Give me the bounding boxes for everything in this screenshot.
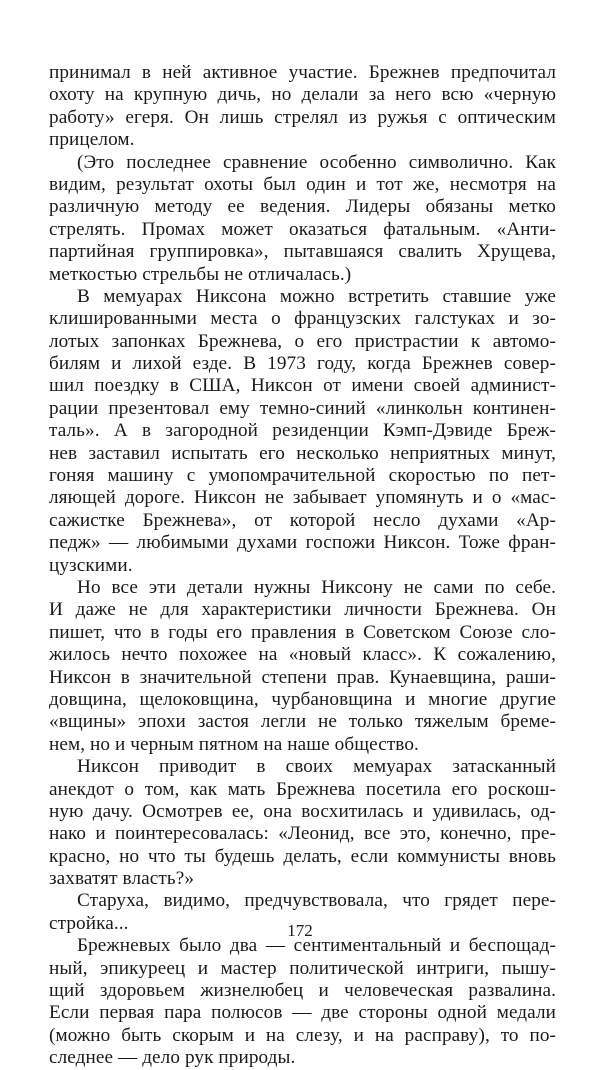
text-line: Если первая пара полюсов — две стороны одной медали <box>49 1002 556 1024</box>
text-line: работу» егеря. Он лишь стрелял из ружья с оптическим <box>49 106 556 128</box>
text-line: гоняя машину с умопомрачительной скоростью по пет- <box>49 465 556 487</box>
text-line: таль». А в загородной резиденции Кэмп-Дэвиде Бреж- <box>49 420 556 442</box>
text-line: анекдот о том, как мать Брежнева посетила его роскош- <box>49 778 556 800</box>
text-line: стройка... <box>49 912 129 934</box>
paragraph <box>49 286 556 577</box>
text-line: билям и лихой езде. В 1973 году, когда Брежнев совер- <box>49 353 556 375</box>
text-line: педж» — любимыми духами госпожи Никсон. Тоже фран- <box>49 532 556 554</box>
text-line: принимал в ней активное участие. Брежнев предпочитал <box>49 62 556 83</box>
paragraph <box>49 152 556 286</box>
text-line: цузскими. <box>49 554 133 576</box>
page-body <box>49 62 556 1070</box>
text-line: жилось нечто похожее на «новый класс». К сожалению, <box>49 644 556 666</box>
text-line: партийная группировка», пытавшаяся свалить Хрущева, <box>49 241 556 263</box>
text-line: различную методу ее ведения. Лидеры обязаны метко <box>49 196 556 218</box>
text-line: Старуха, видимо, предчувствовала, что грядет пере- <box>77 890 556 912</box>
paragraph <box>49 577 556 756</box>
text-line: меткостью стрельбы не отличалась.) <box>49 263 352 285</box>
text-line: «вщины» эпохи застоя легли не только тяжелым бреме- <box>49 711 556 733</box>
text-line: Но все эти детали нужны Никсону не сами по себе. <box>77 576 556 598</box>
text-line: довщина, щелоковщина, чурбановщина и многие другие <box>49 688 556 710</box>
text-line: рации презентовал ему темно-синий «линкольн континен- <box>49 397 556 419</box>
text-line: (можно быть скорым и на слезу, и на расправу), то по- <box>49 1024 556 1046</box>
text-line: следнее — дело рук природы. <box>49 1047 296 1069</box>
text-line: Брежневых было два — сентиментальный и беспощад- <box>77 935 556 957</box>
text-line: лотых запонках Брежнева, о его пристрастии к автомо- <box>49 330 556 352</box>
text-line: охоту на крупную дичь, но делали за него всю «черную <box>49 84 556 106</box>
text-line: видим, результат охоты был один и тот же, несмотря на <box>49 173 556 195</box>
text-line: нако и поинтересовалась: «Леонид, все это, конечно, пре- <box>49 823 556 845</box>
text-line: Никсон приводит в своих мемуарах затасканный <box>77 756 556 778</box>
text-line: ную дачу. Осмотрев ее, она восхитилась и удивилась, од- <box>49 800 556 822</box>
text-line: Никсон в значительной степени прав. Кунаевщина, раши- <box>49 666 556 688</box>
paragraph <box>49 62 556 152</box>
page-number: 172 <box>287 921 313 940</box>
text-line: красно, но что ты будешь делать, если коммунисты вновь <box>49 845 556 867</box>
text-line: клишированными места о французских галстуках и зо- <box>49 308 556 330</box>
text-line: И даже не для характеристики личности Брежнева. Он <box>49 599 556 621</box>
text-line: щий здоровьем жизнелюбец и человеческая развалина. <box>49 980 556 1002</box>
paragraph <box>49 756 556 890</box>
text-line: ляющей дороге. Никсон не забывает упомянуть и о «мас- <box>49 487 556 509</box>
text-line: захватят власть?» <box>49 868 195 890</box>
text-line: шил поездку в США, Никсон от имени своей админист- <box>49 375 556 397</box>
text-line: В мемуарах Никсона можно встретить ставшие уже <box>77 285 556 307</box>
text-line: пишет, что в годы его правления в Советском Союзе сло- <box>49 621 556 643</box>
text-line: (Это последнее сравнение особенно символично. Как <box>77 151 556 173</box>
text-line: сажистке Брежнева», от которой несло духами «Ар- <box>49 509 556 531</box>
paragraph <box>49 935 556 1069</box>
text-line: прицелом. <box>49 129 135 151</box>
text-line: нем, но и черным пятном на наше общество. <box>49 733 419 755</box>
text-line: ный, эпикуреец и мастер политической интриги, пышу- <box>49 957 556 979</box>
text-line: стрелять. Промах может оказаться фатальным. «Анти- <box>49 218 556 240</box>
text-line: нев заставил испытать его несколько неприятных минут, <box>49 442 556 464</box>
